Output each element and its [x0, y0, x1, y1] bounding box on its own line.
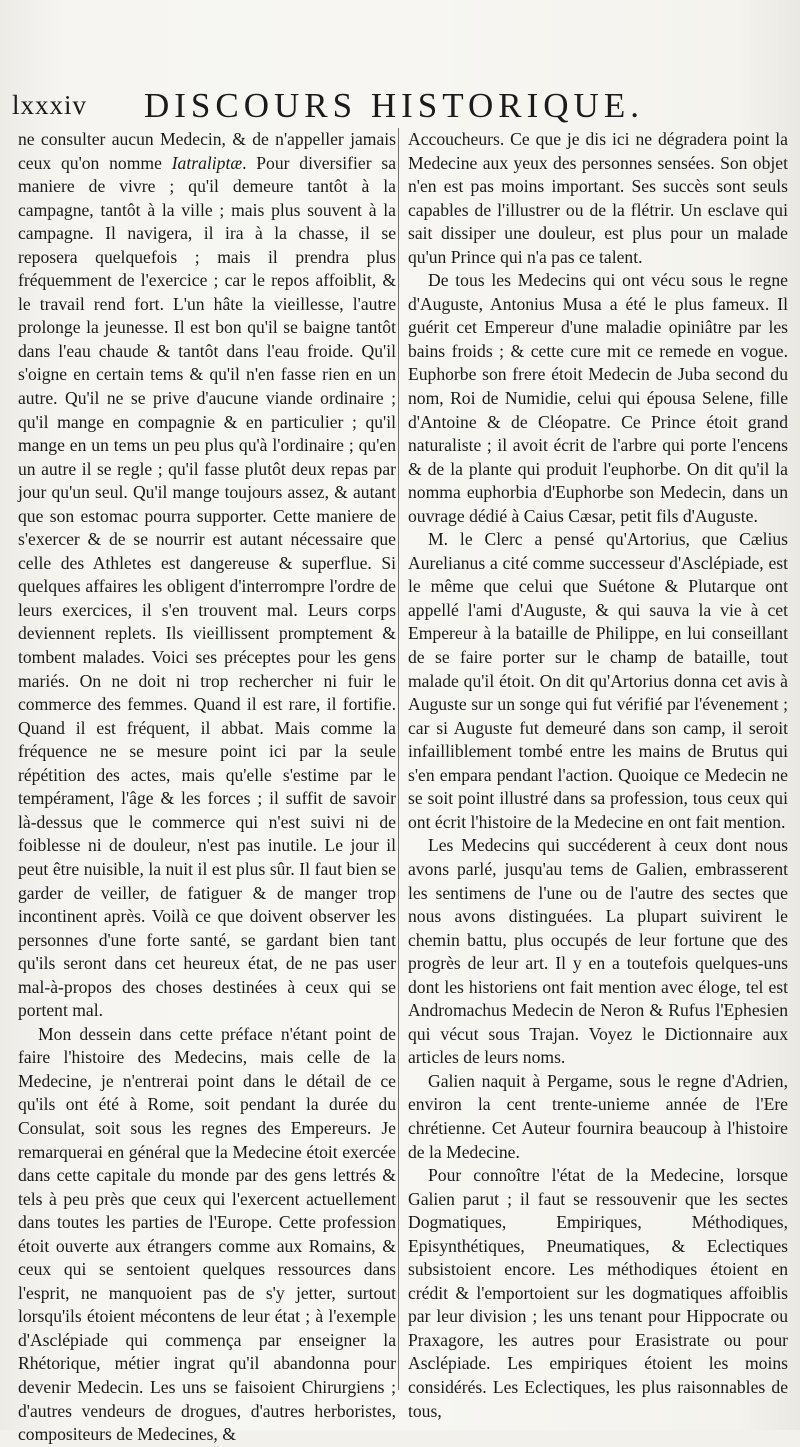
left-paragraph-1-rest: . Pour diversifier sa maniere de vivre ; qu'il demeure tantôt à la campagne, tantôt à la ville ; mais plus souvent à la campagne. Il navigera, il ira à la chasse, il se reposera quelquefois ; mais il prendra plus fréquemment de l'exercice ; car le repos affoiblit, & le travail rend fort. L'un hâte la vieillesse, l'autre prolonge la jeunesse. Il est bon qu'il se baigne tantôt dans l'eau chaude & tantôt dans l'eau froide. Qu'il s'oigne en certain tems & qu'il n'en fasse rien en un autre. Qu'il ne se prive d'aucune viande ordinaire ; qu'il mange en compagnie & en particulier ; qu'il mange en un tems un peu plus qu'à l'ordinaire ; qu'en un autre il se regle ; qu'il fasse plutôt deux repas par jour qu'un seul. Qu'il mange toujours assez, & autant que son estomac pourra supporter. Cette maniere de s'exercer & de se nourrir est autant nécessaire que celle des Athletes est dangereuse & superflue. Si quelques affaires les obligent d'interrompre l'ordre de leurs exercices, il s'en trouvent mal. Leurs corps deviennent replets. Ils vieillissent promptement & tombent malades. Voici ses préceptes pour les gens mariés. On ne doit ni trop rechercher ni fuir le commerce des femmes. Quand il est rare, il fortifie. Quand il est fréquent, il abbat. Mais comme la fréquence ne se mesure point ici par la seule répétition des actes, mais qu'elle s'estime par le tempérament, l'âge & les forces ; il suffit de savoir là-dessus que le commerce qui n'est suivi ni de foiblesse ni de douleur, n'est pas inutile. Le jour il peut être nuisible, la nuit il est plus sûr. Il faut bien se garder de veiller, de fatiguer & de manger trop incontinent après. Voilà ce que doivent observer les personnes d'une forte santé, se gardant bien tant qu'ils seront dans cet heureux état, de ne pas user mal-à-propos des choses destinées à ceux qui se portent mal.	[18, 152, 396, 1021]
left-column	[18, 128, 396, 1447]
right-paragraph-6: Pour connoître l'état de la Medecine, lorsque Galien parut ; il faut se ressouvenir que les sectes Dogmatiques, Empiriques, Méthodiques, Episynthétiques, Pneumatiques, & Eclectiques subsistoient encore. Les méthodiques étoient en crédit & l'emportoient sur les dogmatiques affoiblis par leur division ; les uns tenant pour Hippocrate ou Praxagore, les autres pour Erasistrate ou pour Asclépiade. Les empiriques étoient les moins considérés. Les Eclectiques, les plus raisonnables de tous,	[408, 1165, 788, 1421]
page-header	[12, 86, 792, 130]
right-paragraph-2: De tous les Medecins qui ont vécu sous le regne d'Auguste, Antonius Musa a été le plus fameux. Il guérit cet Empereur d'une maladie opiniâtre par les bains froids ; & cette cure mit ce remede en vogue. Euphorbe son frere étoit Medecin de Juba second du nom, Roi de Numidie, celui qui épousa Selene, fille d'Antoine & de Cléopatre. Ce Prince étoit grand naturaliste ; il avoit écrit de l'arbre qui porte l'encens & de la plante qui produit l'euphorbe. On dit qu'il la nomma euphorbia d'Euphorbe son Medecin, dans un ouvrage dédié à Caius Cæsar, petit fils d'Auguste.	[408, 270, 788, 526]
right-column	[408, 128, 788, 1423]
left-paragraph-2: Mon dessein dans cette préface n'étant point de faire l'histoire des Medecins, mais celle de la Medecine, je n'entrerai point dans le détail de ce qu'ils ont été à Rome, soit pendant la durée du Consulat, soit sous les regnes des Empereurs. Je remarquerai en général que la Medecine étoit exercée dans cette capitale du monde par des gens lettrés & tels à peu près que ceux qui l'exercent actuellement dans toutes les parties de l'Europe. Cette profession étoit ouverte aux étrangers comme aux Romains, & ceux qui se sentoient quelques ressources dans l'esprit, ne manquoient pas de s'y jetter, surtout lorsqu'ils étoient mécontens de leur état ; à l'exemple d'Asclépiade qui commença par enseigner la Rhétorique, métier ingrat qu'il abandonna pour devenir Medecin. Les uns se faisoient Chirurgiens ; d'autres vendeurs de drogues, d'autres herboristes, compositeurs de Medecines, &	[18, 1023, 396, 1445]
page-number: lxxxiv	[12, 90, 88, 120]
right-paragraph-5: Galien naquit à Pergame, sous le regne d'Adrien, environ la cent trente-unieme année de l'Ere chrétienne. Cet Auteur fournira beaucoup à l'histoire de la Medecine.	[408, 1070, 788, 1162]
right-paragraph-4: Les Medecins qui succéderent à ceux dont nous avons parlé, jusqu'au tems de Galien, embrasserent les sentimens de l'une ou de l'autre des sectes que nous avons distinguées. La plupart suivirent le chemin battu, plus occupés de leur fortune que des progrès de leur art. Il y en a toutefois quelques-uns dont les historiens ont fait mention avec éloge, tel est Andromachus Medecin de Neron & Rufus l'Ephesien qui vécut sous Trajan. Voyez le Dictionnaire aux articles de leurs noms.	[408, 835, 788, 1068]
left-paragraph-1-start: ne consulter aucun Medecin, & de n'appeller jamais ceux qu'on nomme	[18, 129, 396, 173]
running-title: DISCOURS HISTORIQUE.	[144, 86, 644, 125]
right-paragraph-3: M. le Clerc a pensé qu'Artorius, que Cælius Aurelianus a cité comme successeur d'Asclépiade, est le même que celui que Suétone & Plutarque ont appellé l'ami d'Auguste, & qui sauva la vie à cet Empereur à la bataille de Philippe, en lui conseillant de se faire porter sur le champ de bataille, tout malade qu'il étoit. On dit qu'Artorius donna cet avis à Auguste sur un songe qui fut vérifié par l'évenement ; car si Auguste fut demeuré dans son camp, il seroit infailliblement tombé entre les mains de Brutus qui s'en empara pendant l'action. Quoique ce Medecin ne se soit point illustré dans sa profession, tous ceux qui ont écrit l'histoire de la Medecine en ont fait mention.	[408, 529, 788, 832]
left-paragraph-1	[18, 128, 396, 1023]
column-divider	[398, 128, 399, 1390]
left-paragraph-1-italic-term: Iatraliptæ	[171, 152, 243, 173]
right-paragraph-1: Accoucheurs. Ce que je dis ici ne dégradera point la Medecine aux yeux des personnes sensées. Son objet n'en est pas moins important. Ses succès sont seuls capables de l'illustrer ou de la flétrir. Un esclave qui sait dissiper une douleur, est plus pour un malade qu'un Prince qui n'a pas ce talent.	[408, 129, 788, 267]
